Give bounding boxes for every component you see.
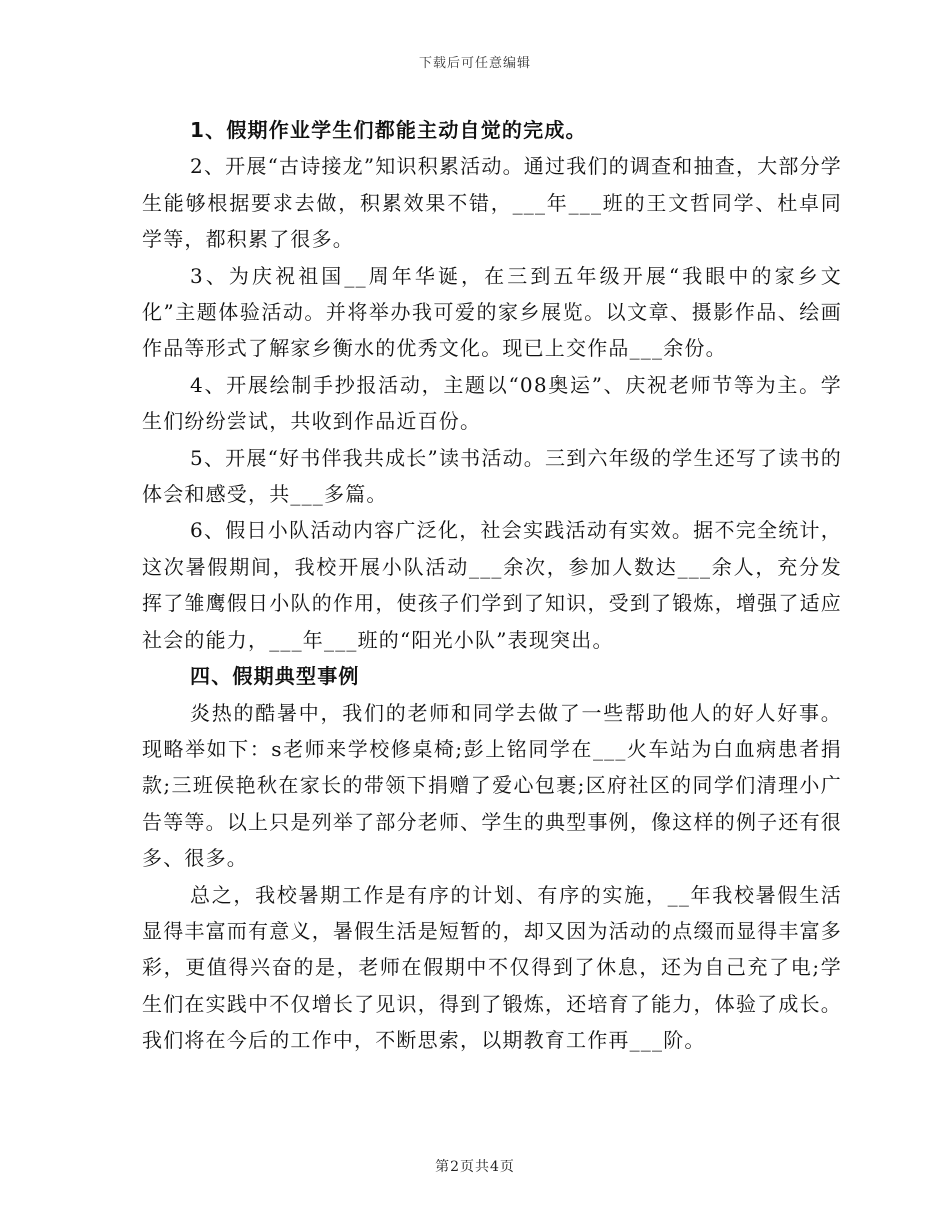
paragraph-poetry-activity: 2、开展“古诗接龙”知识积累活动。通过我们的调查和抽查，大部分学生能够根据要求去做，积累效果不错，___年___班的王文哲同学、杜卓同学等，都积累了很多。 xyxy=(142,154,842,252)
paragraph-typical-cases: 炎热的酷暑中，我们的老师和同学去做了一些帮助他人的好人好事。现略举如下：s老师来学校修桌椅;彭上铭同学在___火车站为白血病患者捐款;三班侯艳秋在家长的带领下捐赠了爱心包裹;区府社区的同学们清理小广告等等。以上只是列举了部分老师、学生的典型事例，像这样的例子还有很多、很多。 xyxy=(142,700,842,871)
paragraph-summary: 总之，我校暑期工作是有序的计划、有序的实施，__年我校暑假生活显得丰富而有意义，暑假生活是短暂的，却又因为活动的点缀而显得丰富多彩，更值得兴奋的是，老师在假期中不仅得到了休息，还为自己充了电;学生们在实践中不仅增长了见识，得到了锻炼，还培育了能力，体验了成长。我们将在今后的工作中，不断思索，以期教育工作再___阶。 xyxy=(142,882,842,1053)
section-heading: 四、假期典型事例 xyxy=(190,664,360,689)
page-header: 下载后可任意编辑 xyxy=(418,56,531,71)
paragraph-reading-activity: 5、开展“好书伴我共成长”读书活动。三到六年级的学生还写了读书的体会和感受，共___多篇。 xyxy=(142,445,842,507)
paragraph-hometown-activity: 3、为庆祝祖国__周年华诞，在三到五年级开展“我眼中的家乡文化”主题体验活动。并将举办我可爱的家乡展览。以文章、摄影作品、绘画作品等形式了解家乡衡水的优秀文化。现已上交作品___余份。 xyxy=(142,263,842,361)
paragraph-team-activity: 6、假日小队活动内容广泛化，社会实践活动有实效。据不完全统计，这次暑假期间，我校开展小队活动___余次，参加人数达___余人，充分发挥了雏鹰假日小队的作用，使孩子们学到了知识，受到了锻炼，增强了适应社会的能力，___年___班的“阳光小队”表现突出。 xyxy=(142,518,842,652)
paragraph-homework: 1、假期作业学生们都能主动自觉的完成。 xyxy=(190,118,587,142)
document-body xyxy=(142,112,842,1059)
page-footer: 第2页共4页 xyxy=(435,1159,515,1175)
paragraph-newspaper-activity: 4、开展绘制手抄报活动，主题以“08奥运”、庆祝老师节等为主。学生们纷纷尝试，共收到作品近百份。 xyxy=(142,372,842,434)
